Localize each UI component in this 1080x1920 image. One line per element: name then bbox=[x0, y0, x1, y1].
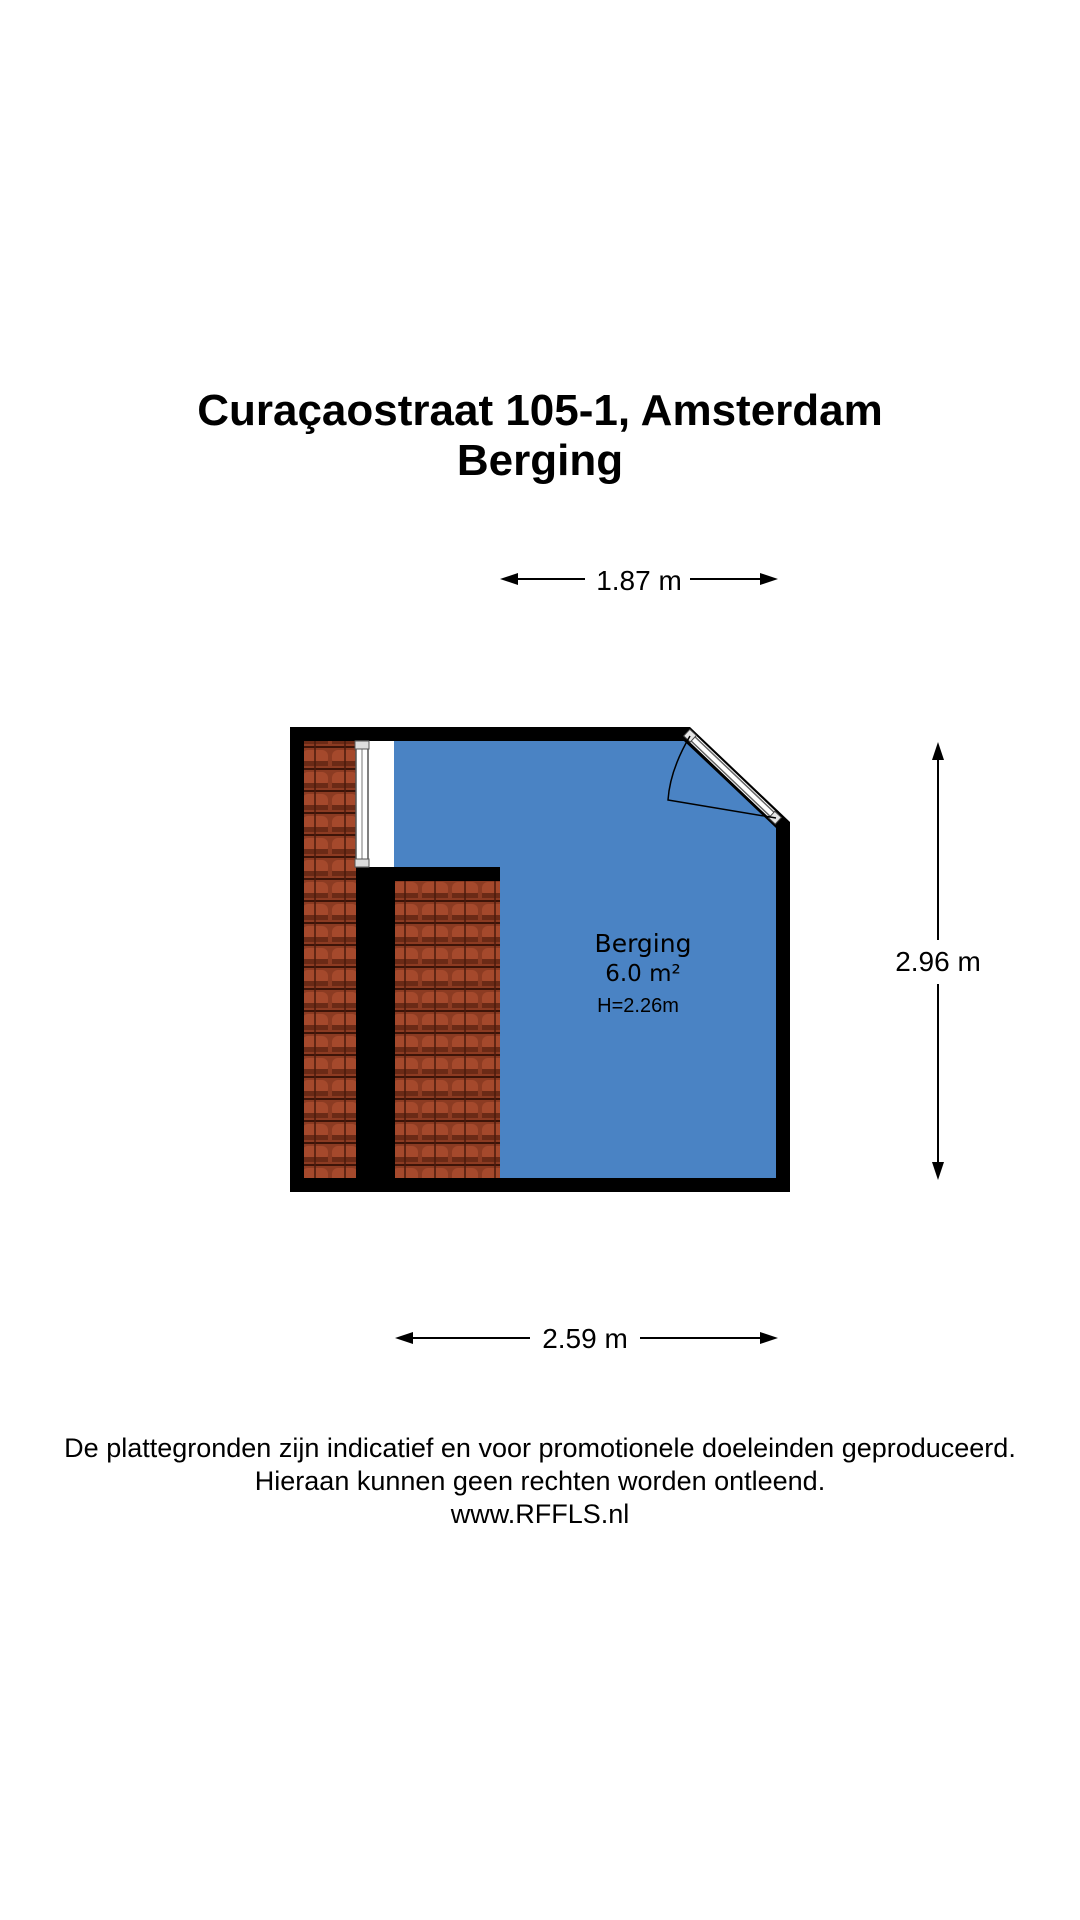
window bbox=[355, 741, 369, 867]
top-dimension-label: 1.87 m bbox=[596, 565, 682, 596]
roof-tiles-left bbox=[304, 741, 356, 1178]
right-dimension bbox=[895, 742, 981, 1180]
bottom-dimension-label: 2.59 m bbox=[542, 1323, 628, 1354]
room-name: Berging bbox=[594, 929, 692, 958]
arrowhead-left-icon bbox=[395, 1332, 413, 1344]
arrowhead-right-icon bbox=[760, 573, 778, 585]
top-dimension bbox=[500, 565, 778, 596]
roof-tiles-right bbox=[395, 880, 500, 1178]
arrowhead-right-icon bbox=[760, 1332, 778, 1344]
arrowhead-down-icon bbox=[932, 1162, 944, 1180]
disclaimer-line-2: Hieraan kunnen geen rechten worden ontleend. bbox=[254, 1466, 826, 1496]
right-dimension-label: 2.96 m bbox=[895, 946, 981, 977]
arrowhead-left-icon bbox=[500, 573, 518, 585]
website-link: www.RFFLS.nl bbox=[450, 1499, 630, 1529]
floor-title: Berging bbox=[456, 436, 624, 485]
bottom-dimension bbox=[395, 1323, 778, 1354]
room-ceiling-height: H=2.26m bbox=[597, 995, 679, 1017]
inner-wall-vertical bbox=[381, 881, 395, 1178]
inner-wall-horizontal bbox=[356, 867, 500, 881]
arrowhead-up-icon bbox=[932, 742, 944, 760]
address-title: Curaçaostraat 105-1, Amsterdam bbox=[197, 386, 883, 435]
disclaimer-line-1: De plattegronden zijn indicatief en voor promotionele doeleinden geproduceerd. bbox=[64, 1433, 1016, 1463]
room-area: 6.0 m² bbox=[605, 961, 681, 987]
